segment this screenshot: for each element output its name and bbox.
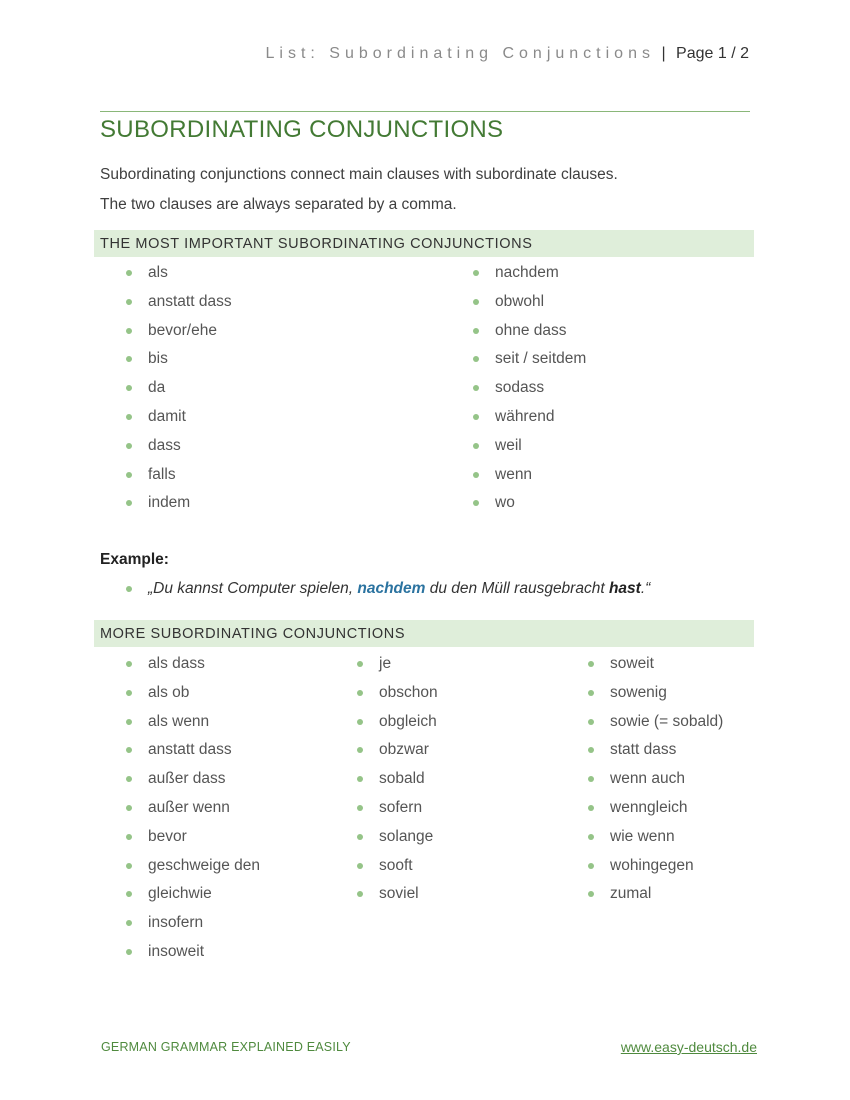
bullet-icon	[126, 356, 132, 362]
important-list-col-1	[123, 264, 232, 523]
page-title: SUBORDINATING CONJUNCTIONS	[100, 116, 504, 143]
list-item-label: sowie (= sobald)	[610, 712, 724, 730]
list-item-label: sofern	[379, 798, 423, 816]
list-item-label: insofern	[148, 914, 204, 932]
section-title-more: MORE SUBORDINATING CONJUNCTIONS	[100, 626, 406, 642]
header-separator: |	[661, 45, 666, 62]
example-sentence	[123, 580, 650, 598]
bullet-icon	[126, 443, 132, 449]
list-item-label: zumal	[610, 885, 652, 903]
list-item	[470, 322, 586, 351]
list-item	[123, 350, 232, 379]
bullet-icon	[473, 328, 479, 334]
list-item	[123, 799, 260, 828]
list-item-label: obwohl	[495, 292, 545, 310]
bullet-icon	[126, 690, 132, 696]
list-item-label: wenngleich	[610, 798, 688, 816]
list-item-label: soviel	[379, 885, 419, 903]
list-item	[123, 264, 232, 293]
list-item-label: als	[148, 264, 168, 281]
list-item	[470, 437, 586, 466]
bullet-icon	[126, 328, 132, 334]
bullet-icon	[357, 747, 363, 753]
list-item	[470, 350, 586, 379]
bullet-icon	[588, 805, 594, 811]
bullet-icon	[357, 690, 363, 696]
list-item-label: anstatt dass	[148, 292, 232, 310]
section-header-more	[94, 620, 754, 647]
intro-line-2: The two clauses are always separated by a comma.	[100, 196, 457, 213]
list-item	[123, 655, 260, 684]
bullet-icon	[126, 472, 132, 478]
bullet-icon	[126, 863, 132, 869]
bullet-icon	[588, 747, 594, 753]
bullet-icon	[473, 414, 479, 420]
list-item	[585, 655, 723, 684]
example-label: Example:	[100, 551, 169, 568]
list-item-label: nachdem	[495, 264, 559, 281]
list-item	[470, 293, 586, 322]
bullet-icon	[588, 661, 594, 667]
header-page-number: Page 1 / 2	[676, 45, 749, 62]
list-item	[123, 379, 232, 408]
bullet-icon	[126, 747, 132, 753]
list-item	[123, 741, 260, 770]
list-item	[470, 379, 586, 408]
section-header-important	[94, 230, 754, 257]
bullet-icon	[357, 661, 363, 667]
bullet-icon	[473, 385, 479, 391]
bullet-icon	[588, 863, 594, 869]
list-item-label: als dass	[148, 655, 205, 672]
list-item-label: da	[148, 379, 166, 397]
list-item	[354, 655, 438, 684]
list-item-label: seit / seitdem	[495, 350, 587, 368]
bullet-icon	[126, 414, 132, 420]
bullet-icon	[357, 863, 363, 869]
bullet-icon	[126, 500, 132, 506]
list-item	[123, 322, 232, 351]
list-item-label: als ob	[148, 683, 190, 701]
bullet-icon	[126, 661, 132, 667]
bullet-icon	[588, 834, 594, 840]
list-item	[123, 293, 232, 322]
bullet-icon	[357, 776, 363, 782]
more-list-col-3	[585, 655, 723, 914]
footer-tagline: GERMAN GRAMMAR EXPLAINED EASILY	[101, 1040, 351, 1054]
list-item-label: soweit	[610, 655, 654, 672]
list-item-label: obzwar	[379, 741, 429, 759]
bullet-icon	[126, 891, 132, 897]
list-item-label: solange	[379, 827, 434, 845]
list-item	[470, 264, 586, 293]
list-item-label: obschon	[379, 683, 438, 701]
list-item	[354, 684, 438, 713]
list-item	[585, 885, 723, 914]
list-item-label: falls	[148, 465, 176, 483]
list-item-label: anstatt dass	[148, 741, 232, 759]
list-item	[354, 713, 438, 742]
bullet-icon	[126, 719, 132, 725]
important-list-col-2	[470, 264, 586, 523]
list-item	[123, 885, 260, 914]
bullet-icon	[473, 472, 479, 478]
bullet-icon	[126, 834, 132, 840]
bullet-icon	[126, 586, 132, 592]
list-item-label: wo	[495, 494, 515, 512]
list-item	[123, 828, 260, 857]
list-item-label: wie wenn	[610, 827, 675, 845]
list-item-label: sobald	[379, 770, 425, 788]
bullet-icon	[588, 891, 594, 897]
list-item-label: bevor/ehe	[148, 321, 217, 339]
title-divider	[100, 111, 750, 112]
list-item	[123, 857, 260, 886]
list-item	[470, 494, 586, 523]
list-item	[123, 684, 260, 713]
list-item	[585, 713, 723, 742]
bullet-icon	[126, 299, 132, 305]
bullet-icon	[126, 776, 132, 782]
list-item-label: gleichwie	[148, 885, 212, 903]
list-item-label: während	[495, 407, 555, 425]
list-item	[585, 828, 723, 857]
intro-line-1: Subordinating conjunctions connect main clauses with subordinate clauses.	[100, 166, 618, 183]
bullet-icon	[126, 270, 132, 276]
footer-website-link[interactable]: www.easy-deutsch.de	[620, 1039, 757, 1055]
list-item-label: sodass	[495, 379, 545, 397]
list-item-label: weil	[495, 436, 522, 454]
bullet-icon	[588, 690, 594, 696]
list-item	[470, 408, 586, 437]
header-document-title: List: Subordinating Conjunctions	[265, 45, 655, 62]
bullet-icon	[357, 805, 363, 811]
list-item-label: je	[379, 655, 392, 672]
list-item-label: wenn	[495, 465, 533, 483]
bullet-icon	[588, 776, 594, 782]
example-end: .“	[640, 580, 651, 597]
list-item-label: insoweit	[148, 942, 204, 960]
list-item	[585, 770, 723, 799]
example-part-2: du den Müll rausgebracht	[425, 580, 609, 597]
more-list-col-2	[354, 655, 438, 914]
list-item	[585, 741, 723, 770]
more-list-col-1	[123, 655, 260, 972]
list-item-label: außer wenn	[148, 798, 230, 816]
list-item	[354, 828, 438, 857]
list-item	[123, 494, 232, 523]
list-item	[123, 770, 260, 799]
bullet-icon	[126, 385, 132, 391]
bullet-icon	[473, 299, 479, 305]
section-title-important: THE MOST IMPORTANT SUBORDINATING CONJUNCTIONS	[100, 236, 533, 252]
list-item-label: obgleich	[379, 712, 437, 730]
list-item-label: wenn auch	[610, 770, 685, 788]
list-item-label: indem	[148, 494, 191, 512]
bullet-icon	[473, 500, 479, 506]
list-item	[585, 799, 723, 828]
list-item-label: außer dass	[148, 770, 226, 788]
list-item-label: ohne dass	[495, 321, 567, 339]
list-item	[354, 741, 438, 770]
list-item	[123, 713, 260, 742]
list-item-label: sooft	[379, 856, 413, 874]
bullet-icon	[126, 805, 132, 811]
list-item	[354, 857, 438, 886]
bullet-icon	[357, 834, 363, 840]
list-item	[354, 770, 438, 799]
list-item-label: bevor	[148, 827, 187, 845]
bullet-icon	[588, 719, 594, 725]
list-item-label: als wenn	[148, 712, 210, 730]
bullet-icon	[126, 949, 132, 955]
list-item	[585, 857, 723, 886]
list-item	[123, 437, 232, 466]
list-item-label: dass	[148, 436, 181, 454]
bullet-icon	[473, 356, 479, 362]
list-item-label: damit	[148, 407, 186, 425]
list-item	[123, 466, 232, 495]
example-part-1: Du kannst Computer spielen,	[153, 580, 358, 597]
list-item-label: geschweige den	[148, 856, 261, 874]
list-item	[470, 466, 586, 495]
list-item	[354, 885, 438, 914]
list-item	[123, 943, 260, 972]
example-bold-verb: hast	[608, 580, 641, 597]
bullet-icon	[357, 891, 363, 897]
bullet-icon	[357, 719, 363, 725]
list-item	[123, 914, 260, 943]
bullet-icon	[126, 920, 132, 926]
page-header	[266, 45, 750, 63]
list-item-label: bis	[148, 350, 168, 368]
list-item	[123, 408, 232, 437]
bullet-icon	[473, 270, 479, 276]
list-item	[585, 684, 723, 713]
example-highlight-word: nachdem	[357, 580, 426, 597]
example-open-quote: „	[148, 580, 154, 597]
list-item-label: sowenig	[610, 683, 667, 701]
bullet-icon	[473, 443, 479, 449]
list-item	[354, 799, 438, 828]
list-item-label: statt dass	[610, 741, 677, 759]
list-item-label: wohingegen	[610, 856, 694, 874]
